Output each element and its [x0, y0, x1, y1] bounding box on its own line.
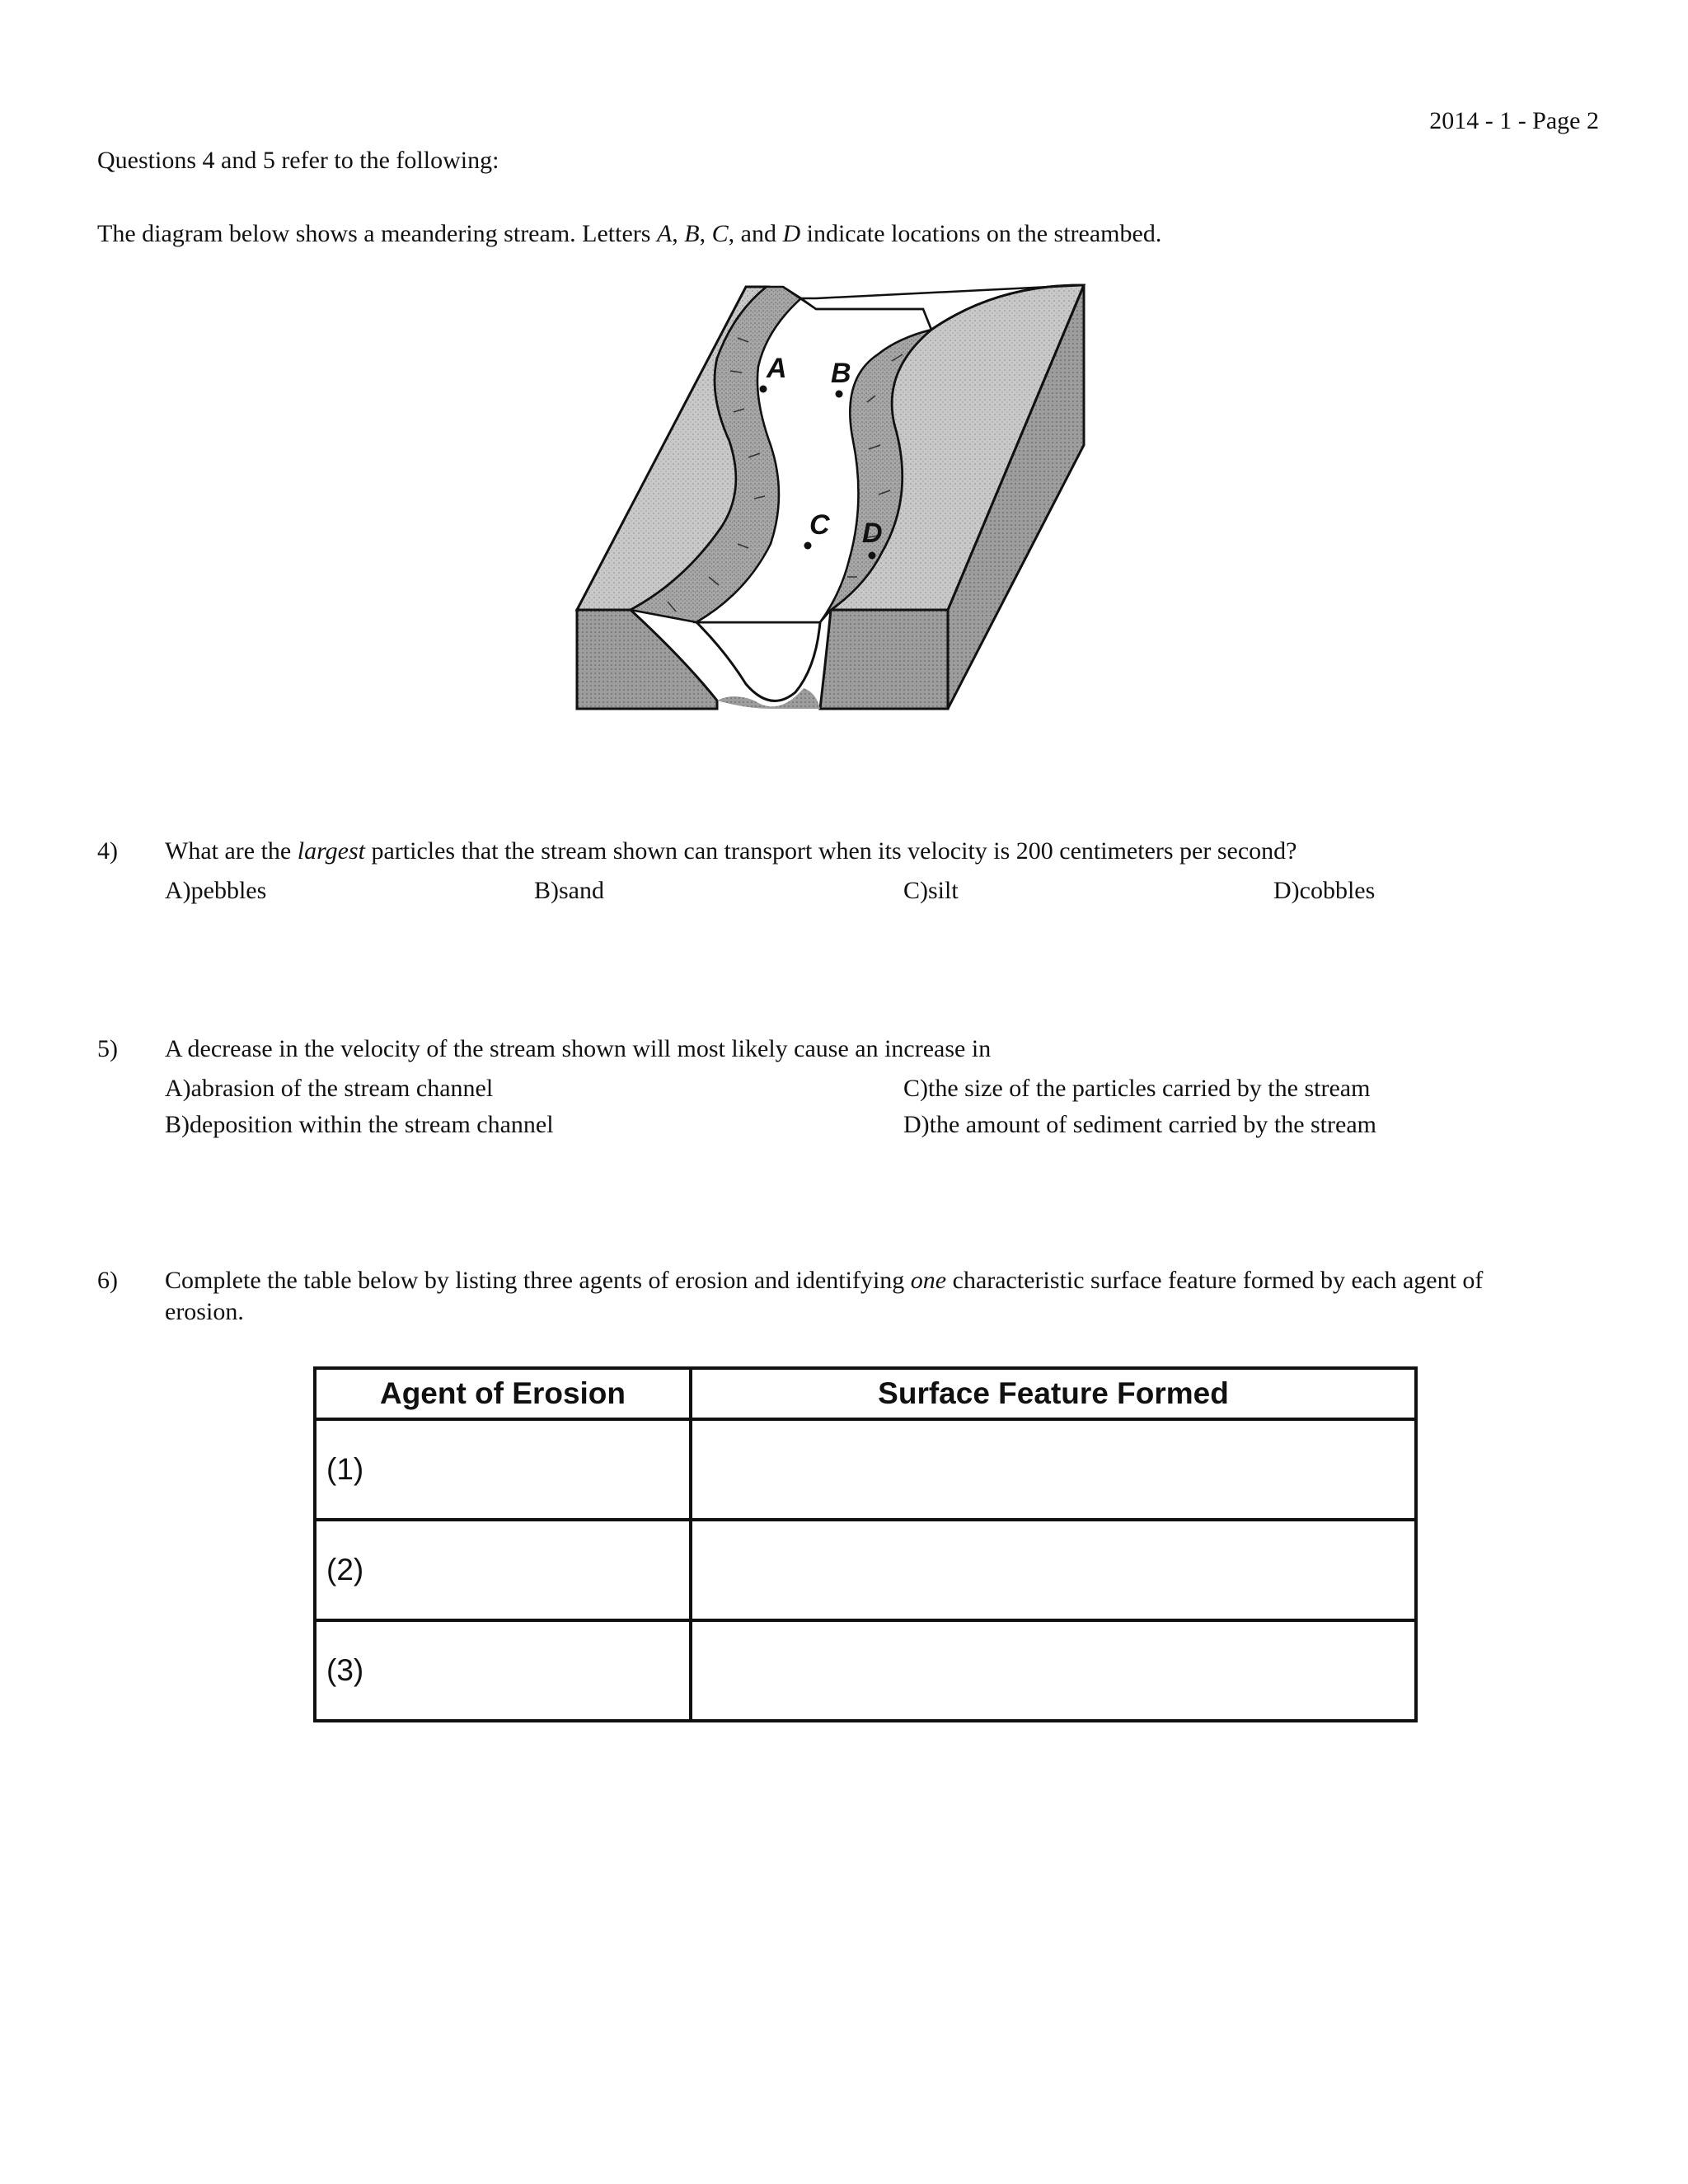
choice-text: the size of the particles carried by the stream	[928, 1075, 1371, 1102]
table-header-row	[315, 1368, 1416, 1419]
question-5-choice-b[interactable]	[165, 1109, 554, 1141]
page-label: 2014 - 1 - Page 2	[1429, 107, 1599, 134]
choice-text: sand	[559, 877, 604, 904]
feature-cell-3[interactable]	[691, 1620, 1416, 1721]
point-a-dot	[760, 386, 767, 393]
erosion-table	[313, 1366, 1418, 1722]
question-4-choice-c[interactable]	[903, 875, 959, 907]
choice-text: the amount of sediment carried by the stream	[929, 1111, 1376, 1138]
question-4-choice-b[interactable]	[534, 875, 604, 907]
question-4-emphasis: largest	[297, 837, 365, 865]
choice-text: silt	[928, 877, 959, 904]
point-c-dot	[804, 542, 812, 550]
choice-label: A)	[165, 1075, 191, 1102]
question-5-choice-c[interactable]	[903, 1073, 1370, 1104]
choice-text: deposition within the stream channel	[190, 1111, 554, 1138]
question-4-text-after: particles that the stream shown can transport when its velocity is 200 centimeters per second?	[364, 837, 1297, 865]
agent-cell-3[interactable]: (3)	[315, 1620, 691, 1721]
point-b-label: B	[831, 358, 851, 389]
feature-cell-1[interactable]	[691, 1419, 1416, 1520]
point-a-label: A	[767, 353, 787, 384]
choice-text: pebbles	[190, 877, 267, 904]
meandering-stream-diagram	[569, 280, 1104, 725]
description-letter-c: C	[711, 220, 729, 247]
choice-label: A)	[165, 877, 191, 904]
point-c-label: C	[809, 509, 830, 541]
question-6-text	[165, 1265, 1533, 1328]
description-part1: The diagram below shows a meandering stream. Letters	[97, 220, 657, 247]
question-5-choice-a[interactable]	[165, 1073, 493, 1104]
choice-label: C)	[903, 877, 928, 904]
intro-text: Questions 4 and 5 refer to the following:	[97, 147, 499, 174]
block-front-left	[577, 610, 717, 709]
question-5-text: A decrease in the velocity of the stream shown will most likely cause an increase in	[165, 1035, 992, 1062]
description-letter-a: A	[656, 220, 673, 247]
description-sep1: ,	[672, 220, 685, 247]
table-row	[315, 1520, 1416, 1620]
agent-cell-1[interactable]: (1)	[315, 1419, 691, 1520]
block-front-right	[820, 610, 948, 709]
choice-text: abrasion of the stream channel	[190, 1075, 494, 1102]
question-4-number: 4)	[97, 837, 118, 865]
choice-text: cobbles	[1299, 877, 1376, 904]
choice-label: C)	[903, 1075, 928, 1102]
choice-label: B)	[534, 877, 559, 904]
feature-cell-2[interactable]	[691, 1520, 1416, 1620]
channel-cross-section	[696, 622, 820, 701]
point-d-dot	[869, 552, 876, 560]
point-b-dot	[836, 391, 843, 398]
question-6-text-after: characteristic surface feature formed by each agent of erosion.	[165, 1267, 1484, 1325]
question-6-number: 6)	[97, 1267, 118, 1294]
header-surface-feature-formed: Surface Feature Formed	[691, 1368, 1416, 1419]
agent-cell-2[interactable]: (2)	[315, 1520, 691, 1620]
table-row	[315, 1620, 1416, 1721]
description-letter-d: D	[782, 220, 801, 247]
question-4-choice-d[interactable]	[1273, 875, 1375, 907]
question-6-emphasis: one	[910, 1267, 947, 1294]
description-sep3: , and	[728, 220, 783, 247]
choice-label: D)	[1273, 877, 1300, 904]
description-part2: indicate locations on the streambed.	[800, 220, 1162, 247]
table-row	[315, 1419, 1416, 1520]
description-letter-b: B	[684, 220, 700, 247]
diagram-description	[97, 218, 1161, 250]
choice-label: D)	[903, 1111, 930, 1138]
header-agent-of-erosion: Agent of Erosion	[315, 1368, 691, 1419]
choice-label: B)	[165, 1111, 190, 1138]
question-5-choice-d[interactable]	[903, 1109, 1376, 1141]
description-sep2: ,	[699, 220, 712, 247]
question-5-number: 5)	[97, 1035, 118, 1062]
question-4-text	[165, 836, 1533, 867]
question-4-choice-a[interactable]	[165, 875, 266, 907]
question-6-text-before: Complete the table below by listing three agents of erosion and identifying	[165, 1267, 911, 1294]
question-4-text-before: What are the	[165, 837, 298, 865]
point-d-label: D	[862, 518, 883, 549]
